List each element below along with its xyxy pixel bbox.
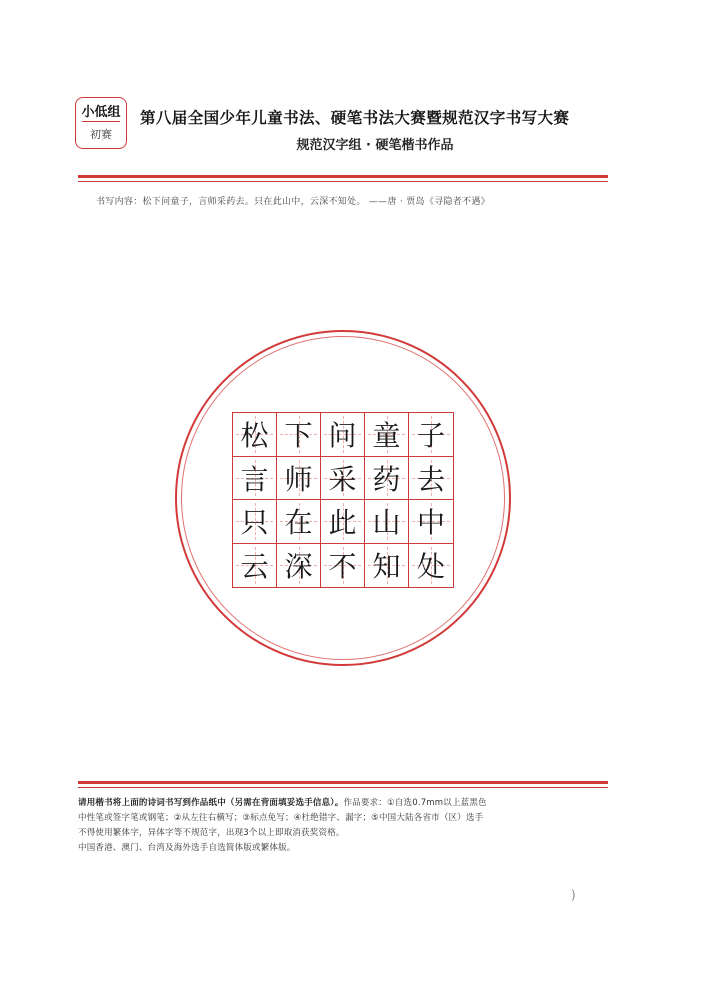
- grid-cell: [277, 544, 321, 588]
- grid-cell: [365, 457, 409, 501]
- instructions-line-1: [78, 796, 618, 811]
- handwritten-character: 下: [284, 419, 313, 453]
- instructions-block: [78, 796, 618, 856]
- handwritten-character: 师: [284, 462, 313, 496]
- handwritten-character: 松: [240, 419, 269, 453]
- grid-cell: [233, 413, 277, 457]
- grid-cell: [409, 544, 453, 588]
- stray-mark: ): [571, 888, 576, 902]
- instructions-line-3: 不得使用繁体字，异体字等不规范字，出现3个以上即取消获奖资格。: [78, 828, 345, 838]
- stage-label: 初赛: [90, 128, 112, 141]
- grid-cell: [365, 500, 409, 544]
- handwritten-character: 处: [416, 550, 445, 584]
- writing-content-line: 书写内容：松下问童子，言师采药去。只在此山中，云深不知处。 ——唐 · 贾岛《寻隐者不遇》: [96, 197, 490, 207]
- footer-rule-thick: [78, 781, 608, 784]
- grid-cell: [321, 457, 365, 501]
- handwritten-character: 不: [328, 550, 357, 584]
- group-badge: [75, 97, 127, 149]
- grid-cell: [277, 500, 321, 544]
- page-subtitle: 规范汉字组 · 硬笔楷书作品: [296, 138, 454, 153]
- handwritten-character: 去: [416, 462, 445, 496]
- footer-rule-thin: [78, 787, 608, 788]
- badge-divider: [82, 121, 120, 122]
- handwritten-character: 山: [372, 506, 401, 540]
- instructions-requirements: 作品要求：①自选0.7mm以上蓝黑色: [343, 798, 487, 808]
- character-grid: [232, 412, 454, 588]
- page-title: 第八届全国少年儿童书法、硬笔书法大赛暨规范汉字书写大赛: [140, 108, 570, 127]
- handwritten-character: 只: [240, 506, 269, 540]
- handwritten-character: 中: [416, 506, 445, 540]
- grid-cell: [321, 413, 365, 457]
- grid-cell: [321, 500, 365, 544]
- handwritten-character: 在: [284, 506, 313, 540]
- grid-cell: [321, 544, 365, 588]
- grid-cell: [277, 457, 321, 501]
- grid-cell: [277, 413, 321, 457]
- grid-cell: [365, 413, 409, 457]
- handwritten-character: 云: [240, 550, 269, 584]
- grid-cell: [233, 544, 277, 588]
- handwritten-character: 知: [372, 550, 401, 584]
- handwritten-character: 言: [240, 462, 269, 496]
- instructions-line-2: 中性笔或签字笔或钢笔；②从左往右横写；③标点免写；④杜绝错字、漏字；⑤中国大陆各省市（区）选手: [78, 813, 484, 823]
- handwritten-character: 药: [372, 462, 401, 496]
- instructions-lead: 请用楷书将上面的诗词书写到作品纸中（另需在背面填妥选手信息）。: [78, 798, 344, 808]
- grid-cell: [233, 500, 277, 544]
- group-label: 小低组: [81, 105, 121, 120]
- handwritten-character: 深: [284, 550, 313, 584]
- handwritten-character: 此: [328, 506, 357, 540]
- handwritten-character: 采: [328, 462, 357, 496]
- handwritten-character: 子: [416, 419, 445, 453]
- handwritten-character: 问: [328, 419, 357, 453]
- header-rule-thick: [78, 175, 608, 178]
- grid-cell: [409, 500, 453, 544]
- grid-cell: [409, 457, 453, 501]
- handwritten-character: 童: [372, 419, 401, 453]
- grid-cell: [233, 457, 277, 501]
- instructions-line-4: 中国香港、澳门、台湾及海外选手自选简体版或繁体版。: [78, 843, 296, 853]
- grid-cell: [409, 413, 453, 457]
- header-rule-thin: [78, 181, 608, 182]
- grid-cell: [365, 544, 409, 588]
